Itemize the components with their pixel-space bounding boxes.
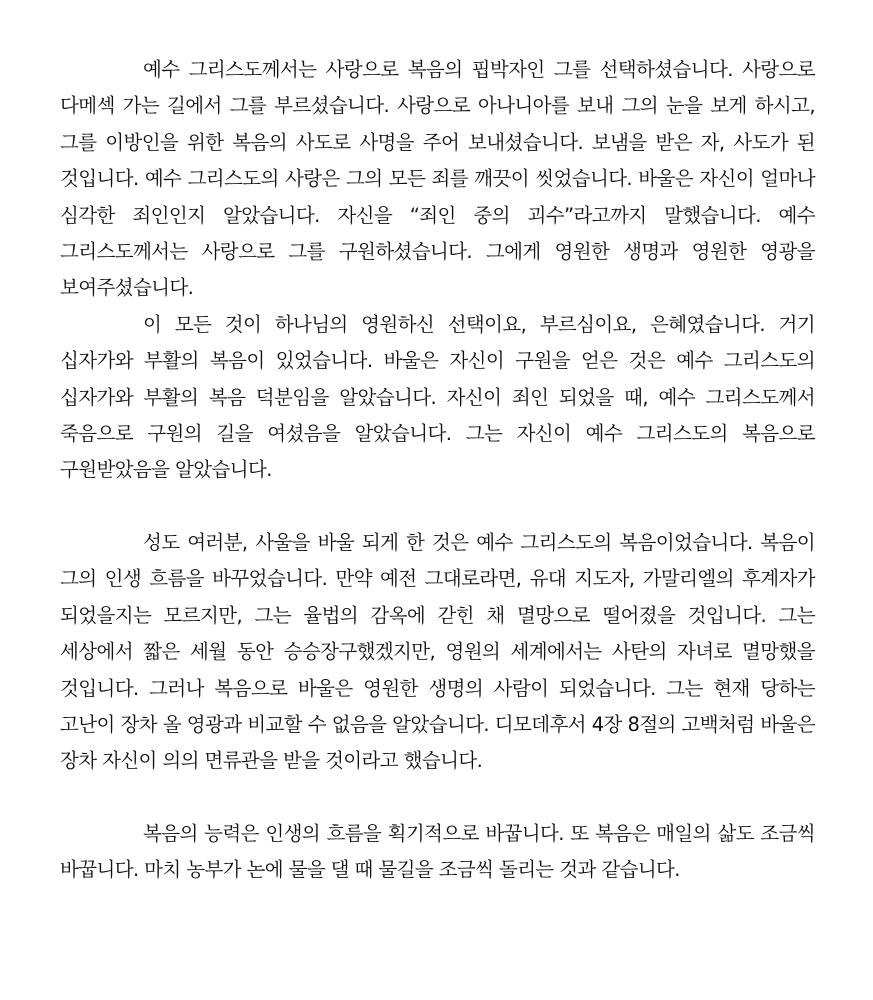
paragraph-2: 이 모든 것이 하나님의 영원하신 선택이요, 부르심이요, 은혜였습니다. 거기 십자가와 부활의 복음이 있었습니다. 바울은 자신이 구원을 얻은 것은 예수 그리스도의 십자가와 부활의 복음 덕분임을 알았습니다. 자신이 죄인 되었을 때, 예수 그리스도께서 죽음으로 구원의 길을 여셨음을 알았습니다. 그는 자신이 예수 그리스도의 복음으로 구원받았음을 알았습니다. <box>60 312 815 482</box>
document-body <box>60 52 815 889</box>
paragraph-4: 복음의 능력은 인생의 흐름을 획기적으로 바꿉니다. 또 복음은 매일의 삶도 조금씩 바꿉니다. 마치 농부가 논에 물을 댈 때 물길을 조금씩 돌리는 것과 같습니다. <box>60 821 815 882</box>
paragraph-3: 성도 여러분, 사울을 바울 되게 한 것은 예수 그리스도의 복음이었습니다. 복음이 그의 인생 흐름을 바꾸었습니다. 만약 예전 그대로라면, 유대 지도자, 가말리엘의 후계자가 되었을지는 모르지만, 그는 율법의 감옥에 갇힌 채 멸망으로 떨어졌을 것입니다. 그는 세상에서 짧은 세월 동안 승승장구했겠지만, 영원의 세계에서는 사탄의 자녀로 멸망했을 것입니다. 그러나 복음으로 바울은 영원한 생명의 사람이 되었습니다. 그는 현재 당하는 고난이 장차 올 영광과 비교할 수 없음을 알았습니다. 디모데후서 4장 8절의 고백처럼 바울은 장차 자신이 의의 면류관을 받을 것이라고 했습니다. <box>60 530 815 773</box>
paragraph-1: 예수 그리스도께서는 사랑으로 복음의 핍박자인 그를 선택하셨습니다. 사랑으로 다메섹 가는 길에서 그를 부르셨습니다. 사랑으로 아나니아를 보내 그의 눈을 보게 하시고, 그를 이방인을 위한 복음의 사도로 사명을 주어 보내셨습니다. 보냄을 받은 자, 사도가 된 것입니다. 예수 그리스도의 사랑은 그의 모든 죄를 깨끗이 씻었습니다. 바울은 자신이 얼마나 심각한 죄인인지 알았습니다. 자신을 “죄인 중의 괴수”라고까지 말했습니다. 예수 그리스도께서는 사랑으로 그를 구원하셨습니다. 그에게 영원한 생명과 영원한 영광을 보여주셨습니다. <box>60 58 815 300</box>
